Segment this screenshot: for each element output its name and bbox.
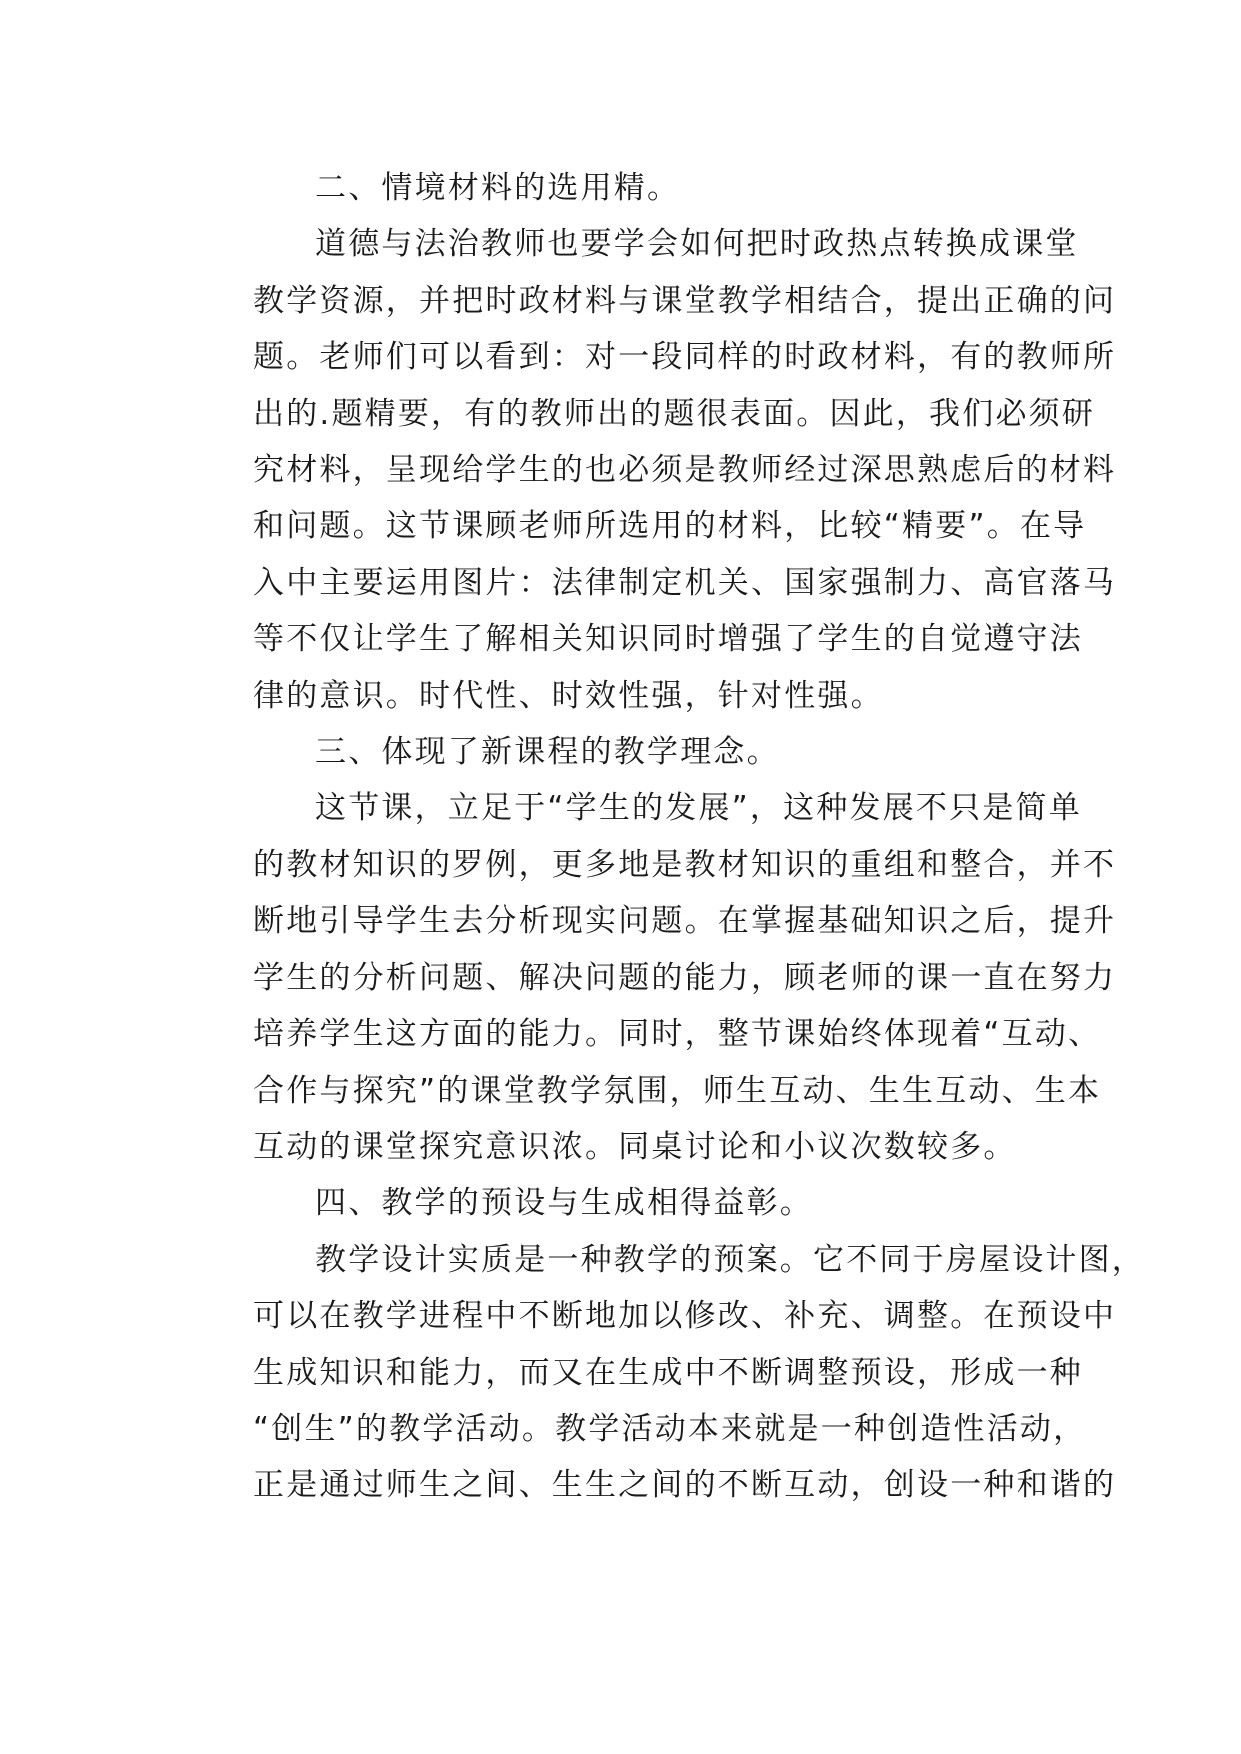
text-line: 教学设计实质是一种教学的预案。它不同于房屋设计图， <box>315 1241 1145 1278</box>
text-line: 合作与探究”的课堂教学氛围，师生互动、生生互动、生本 <box>253 1072 1102 1109</box>
section-heading-3 <box>191 724 1061 780</box>
document-body <box>191 160 1145 1514</box>
text-line: 等不仅让学生了解相关知识同时增强了学生的自觉遵守法 <box>253 621 1083 658</box>
text-line: 入中主要运用图片：法律制定机关、国家强制力、高官落马 <box>253 564 1117 601</box>
text-line: 律的意识。时代性、时效性强，针对性强。 <box>253 677 884 714</box>
text-line: 培养学生这方面的能力。同时，整节课始终体现着“互动、 <box>253 1016 1102 1053</box>
text-line: 学生的分析问题、解决问题的能力，顾老师的课一直在努力 <box>253 959 1117 996</box>
text-line: 断地引导学生去分析现实问题。在掌握基础知识之后，提升 <box>253 903 1117 940</box>
text-line: 正是通过师生之间、生生之间的不断互动，创设一种和谐的 <box>253 1467 1117 1504</box>
text-line: 教学资源，并把时政材料与课堂教学相结合，提出正确的问 <box>253 282 1117 319</box>
section-heading-4 <box>191 1175 1061 1231</box>
text-line: 和问题。这节课顾老师所选用的材料，比较“精要”。在导 <box>253 508 1087 545</box>
text-line: 三、体现了新课程的教学理念。 <box>315 734 780 771</box>
text-line: 生成知识和能力，而又在生成中不断调整预设，形成一种 <box>253 1354 1083 1391</box>
text-line: 可以在教学进程中不断地加以修改、补充、调整。在预设中 <box>253 1298 1117 1335</box>
text-line: 二、情境材料的选用精。 <box>315 170 681 206</box>
text-line: 四、教学的预设与生成相得益彰。 <box>315 1185 813 1222</box>
text-line: “创生”的教学活动。教学活动本来就是一种创造性活动， <box>253 1410 1087 1447</box>
paragraph-material-selection <box>191 216 1117 724</box>
paragraph-preset-generation <box>191 1232 1145 1514</box>
text-line: 出的.题精要，有的教师出的题很表面。因此，我们必须研 <box>253 395 1096 432</box>
text-line: 的教材知识的罗例，更多地是教材知识的重组和整合，并不 <box>253 846 1117 883</box>
text-line: 这节课，立足于“学生的发展”，这种发展不只是简单 <box>315 790 1082 827</box>
text-line: 互动的课堂探究意识浓。同桌讨论和小议次数较多。 <box>253 1128 1017 1165</box>
section-heading-2 <box>191 160 1061 216</box>
paragraph-teaching-concept <box>191 780 1117 1175</box>
text-line: 道德与法治教师也要学会如何把时政热点转换成课堂 <box>315 226 1079 263</box>
text-line: 究材料，呈现给学生的也必须是教师经过深思熟虑后的材料 <box>253 452 1117 489</box>
text-line: 题。老师们可以看到：对一段同样的时政材料，有的教师所 <box>253 339 1117 376</box>
